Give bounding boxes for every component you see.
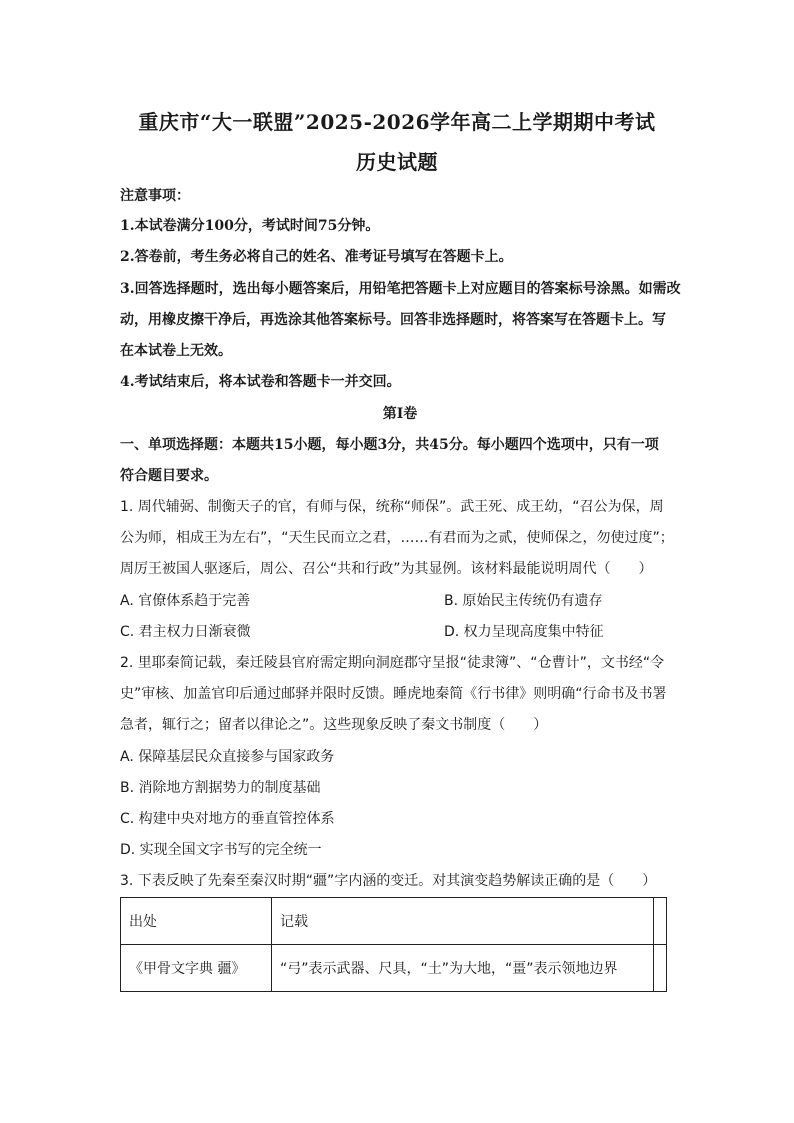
question-3-stem: 3. 下表反映了先秦至秦汉时期“疆”字内涵的变迁。对其演变趋势解读正确的是（ ） bbox=[120, 873, 657, 889]
question-1-option-d: D. 权力呈现高度集中特征 bbox=[444, 624, 604, 640]
exam-subtitle: 历史试题 bbox=[356, 150, 438, 174]
source-table bbox=[120, 897, 667, 992]
table-empty-cell bbox=[654, 945, 667, 992]
note-item-1: 1.本试卷满分100分，考试时间75分钟。 bbox=[120, 218, 380, 234]
question-2-option-c: C. 构建中央对地方的垂直管控体系 bbox=[120, 811, 335, 827]
note-item-3-cont: 动，用橡皮擦干净后，再选涂其他答案标号。回答非选择题时，将答案写在答题卡上。写 bbox=[120, 312, 666, 328]
question-1-option-b: B. 原始民主传统仍有遗存 bbox=[444, 593, 603, 609]
exam-title: 重庆市“大一联盟”2025-2026学年高二上学期期中考试 bbox=[138, 110, 656, 134]
notes-heading: 注意事项： bbox=[120, 188, 190, 204]
question-1-stem: 1. 周代辅弼、制衡天子的官，有师与保，统称“师保”。武王死、成王幼，“召公为保，周 bbox=[120, 499, 664, 515]
question-1-stem: 周厉王被国人驱逐后，周公、召公“共和行政”为其显例。该材料最能说明周代（ ） bbox=[120, 561, 653, 577]
question-2-stem: 急者，辄行之；留者以律论之”。这些现象反映了秦文书制度（ ） bbox=[120, 717, 548, 733]
table-row bbox=[121, 945, 667, 992]
question-2-option-b: B. 消除地方割据势力的制度基础 bbox=[120, 780, 321, 796]
note-item-3: 3.回答选择题时，选出每小题答案后，用铅笔把答题卡上对应题目的答案标号涂黑。如需改 bbox=[120, 281, 681, 297]
table-empty-cell bbox=[654, 898, 667, 945]
table-cell: 《甲骨文字典 疆》 bbox=[121, 945, 272, 992]
note-item-2: 2.答卷前，考生务必将自己的姓名、准考证号填写在答题卡上。 bbox=[120, 249, 513, 265]
volume-heading: 第Ⅰ卷 bbox=[382, 406, 418, 422]
note-item-3-cont: 在本试卷上无效。 bbox=[120, 343, 232, 359]
question-1-option-a: A. 官僚体系趋于完善 bbox=[120, 593, 251, 609]
question-2-stem: 2. 里耶秦简记载，秦迁陵县官府需定期向洞庭郡守呈报“徒隶簿”、“仓曹计”，文书经“令 bbox=[120, 655, 665, 671]
question-1-stem: 公为师，相成王为左右”，“天生民而立之君，……有君而为之贰，使师保之，勿使过度”； bbox=[120, 530, 674, 546]
question-2-stem: 史”审核、加盖官印后通过邮驿并限时反馈。睡虎地秦简《行书律》则明确“行命书及书署 bbox=[120, 686, 667, 702]
table-header-cell: 记载 bbox=[272, 898, 654, 945]
table-header-cell: 出处 bbox=[121, 898, 272, 945]
note-item-4: 4.考试结束后，将本试卷和答题卡一并交回。 bbox=[120, 374, 401, 390]
question-1-option-c: C. 君主权力日渐衰微 bbox=[120, 624, 251, 640]
table-header-row bbox=[121, 898, 667, 945]
question-2-option-d: D. 实现全国文字书写的完全统一 bbox=[120, 842, 322, 858]
section-heading: 一、单项选择题：本题共15小题，每小题3分，共45分。每小题四个选项中，只有一项 bbox=[120, 437, 659, 453]
question-2-option-a: A. 保障基层民众直接参与国家政务 bbox=[120, 749, 335, 765]
section-heading-cont: 符合题目要求。 bbox=[120, 468, 218, 484]
table-cell: “弓”表示武器、尺具，“土”为大地，“畺”表示领地边界 bbox=[272, 945, 654, 992]
